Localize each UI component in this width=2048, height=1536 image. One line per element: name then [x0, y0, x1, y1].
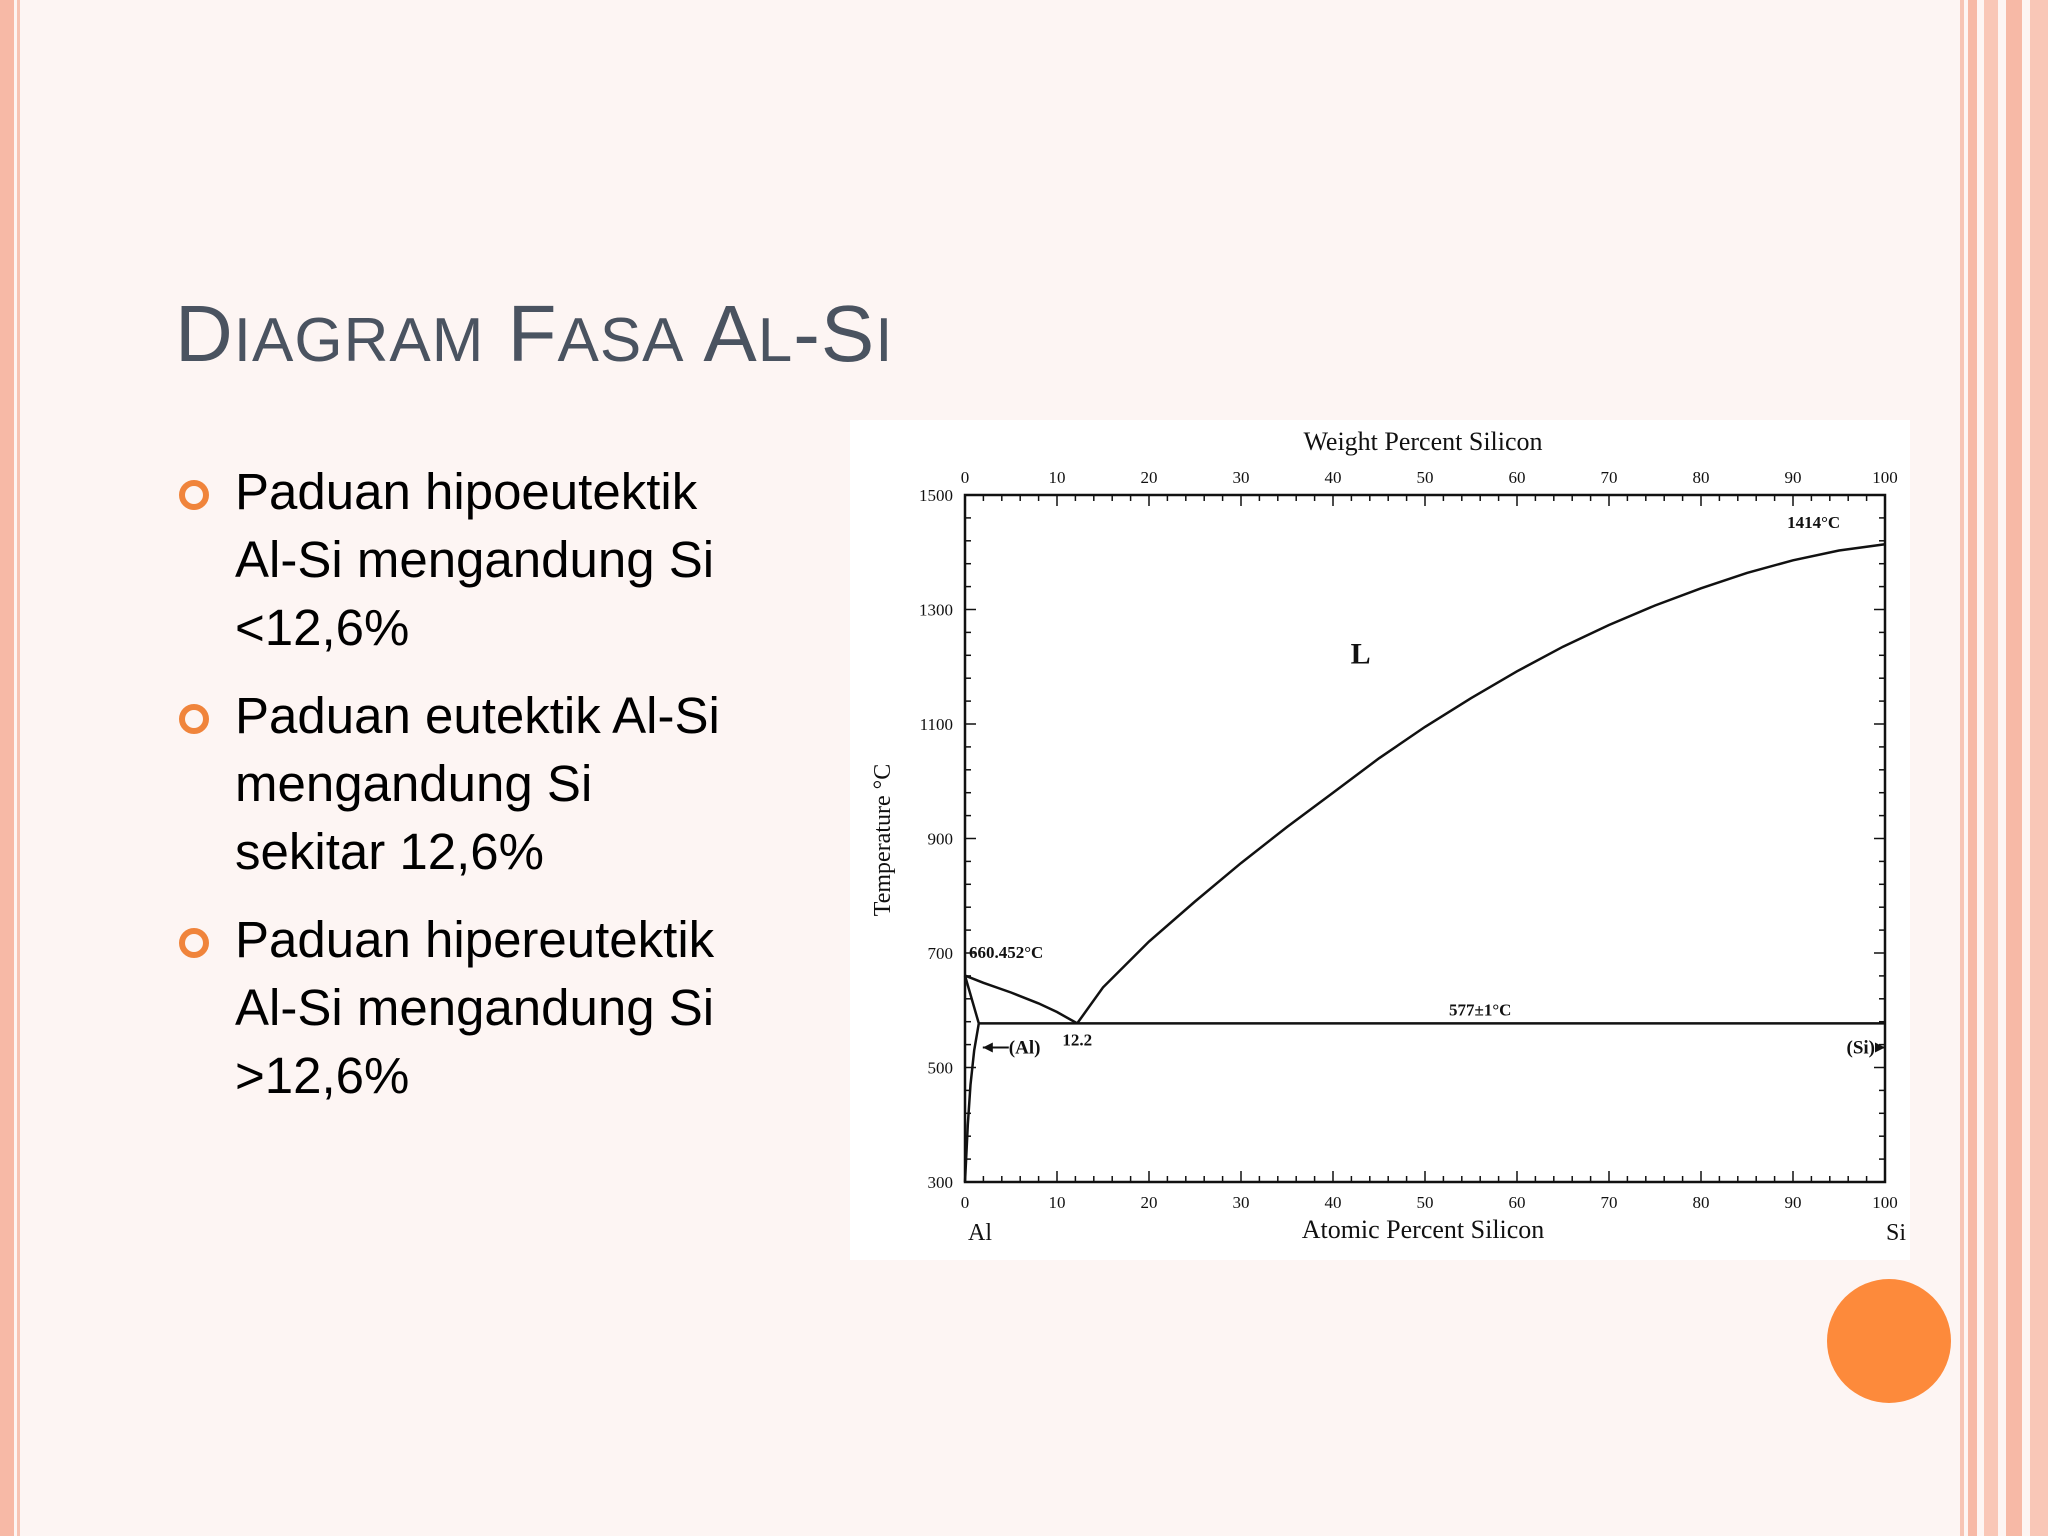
top-tick-label: 10	[1048, 468, 1066, 487]
diagram-annotation: (Si)	[1846, 1037, 1875, 1059]
y-tick-label: 900	[927, 829, 953, 849]
y-tick-label: 500	[927, 1058, 953, 1078]
bullet-item	[175, 682, 815, 886]
bottom-tick-label: 20	[1140, 1193, 1158, 1212]
bottom-tick-label: 100	[1872, 1193, 1898, 1212]
diagram-annotation: L	[1350, 637, 1371, 671]
bottom-tick-label: 60	[1508, 1193, 1526, 1212]
ring-bullet-icon	[179, 480, 209, 510]
right-border-band	[1960, 0, 2048, 1536]
bottom-tick-label: 30	[1232, 1193, 1250, 1212]
diagram-background	[850, 420, 1910, 1260]
top-tick-label: 90	[1784, 468, 1802, 487]
accent-circle	[1827, 1279, 1951, 1403]
title-part: D	[175, 289, 234, 378]
bullet-item	[175, 458, 815, 662]
bullet-text: Paduan eutektik Al-Si mengandung Si sekitar 12,6%	[235, 687, 720, 880]
y-tick-label: 1500	[919, 486, 953, 505]
y-axis-label: Temperature °C	[870, 763, 896, 917]
bottom-tick-label: 0	[960, 1193, 970, 1212]
bullet-text: Paduan hipereutektik Al-Si mengandung Si >12,6%	[235, 911, 715, 1104]
title-part: IAGRAM	[233, 306, 485, 375]
bottom-tick-label: 10	[1048, 1193, 1066, 1212]
bottom-tick-label: 70	[1600, 1193, 1618, 1212]
left-border-stripe	[0, 0, 14, 1536]
bottom-tick-label: 90	[1784, 1193, 1802, 1212]
ring-bullet-icon	[179, 928, 209, 958]
diagram-annotation: 12.2	[1062, 1030, 1093, 1050]
diagram-annotation: 660.452°C	[969, 942, 1044, 962]
bottom-axis-label: Atomic Percent Silicon	[1301, 1215, 1545, 1244]
title-part: I	[875, 306, 894, 375]
y-tick-label: 300	[927, 1173, 953, 1192]
title-part: A	[684, 289, 758, 378]
top-tick-label: 0	[960, 468, 970, 487]
bottom-tick-label: 50	[1416, 1193, 1434, 1212]
page-title	[175, 288, 893, 380]
y-tick-label: 1300	[919, 600, 953, 620]
end-label-si: Si	[1885, 1220, 1907, 1246]
bullet-list	[175, 458, 815, 1130]
bottom-tick-label: 80	[1692, 1193, 1710, 1212]
title-part: ASA	[557, 306, 685, 375]
top-tick-label: 40	[1324, 468, 1342, 487]
y-tick-label: 1100	[919, 715, 953, 734]
top-tick-label: 80	[1692, 468, 1710, 487]
bullet-item	[175, 906, 815, 1110]
diagram-annotation: 1414°C	[1787, 512, 1841, 532]
top-axis-label: Weight Percent Silicon	[1303, 427, 1543, 456]
top-tick-label: 30	[1232, 468, 1250, 487]
top-tick-label: 100	[1872, 468, 1898, 487]
ring-bullet-icon	[179, 704, 209, 734]
end-label-al: Al	[968, 1220, 992, 1246]
diagram-annotation: (Al)	[1008, 1037, 1041, 1059]
top-tick-label: 70	[1600, 468, 1618, 487]
title-part: -S	[793, 289, 876, 378]
y-tick-label: 700	[927, 944, 953, 963]
bullet-text: Paduan hipoeutektik Al-Si mengandung Si <12,6%	[235, 463, 715, 656]
diagram-annotation: 577±1°C	[1448, 1000, 1512, 1020]
bottom-tick-label: 40	[1324, 1193, 1342, 1212]
top-tick-label: 20	[1140, 468, 1158, 487]
al-si-phase-diagram	[850, 420, 1910, 1260]
top-tick-label: 50	[1416, 468, 1434, 487]
left-border-thin-stripe	[17, 0, 20, 1536]
title-part: F	[484, 289, 558, 378]
title-part: L	[757, 306, 794, 375]
top-tick-label: 60	[1508, 468, 1526, 487]
